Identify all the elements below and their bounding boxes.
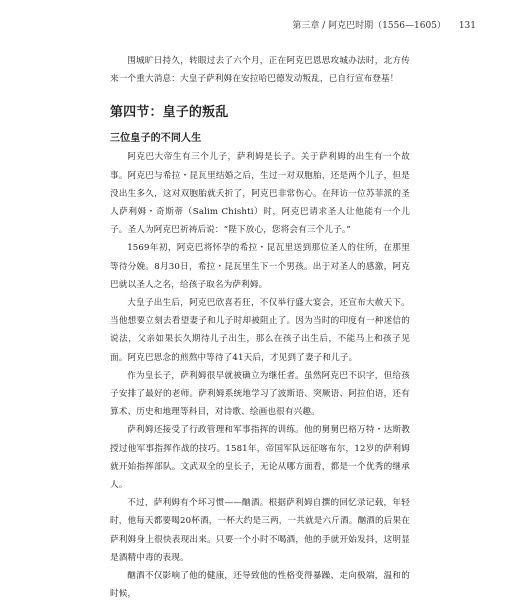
paragraph: 酗酒不仅影响了他的健康，还导致他的性格变得暴躁、走向极端，温和的时候，	[110, 571, 410, 600]
chapter-title: 第三章 / 阿克巴时期（1556—1605）	[292, 21, 446, 31]
paragraph: 萨利姆还接受了行政管理和军事指挥的训练。他的舅舅巴格万特・达斯教授过他军事指挥作战的技巧。1581年，帝国军队远征喀布尔，12岁的萨利姆就开始指挥部队。文武双全的皇长子，无论从哪方面看，都是一个优秀的继承人。	[110, 425, 410, 491]
paragraph: 1569年初，阿克巴将怀孕的希拉・昆瓦里送到那位圣人的住所，在那里等待分娩。8月30日，希拉・昆瓦里生下一个男孩。出于对圣人的感激，阿克巴就以圣人之名，给孩子取名为萨利姆。	[110, 243, 410, 290]
intro-paragraph: 围城旷日持久，转眼过去了六个月，正在阿克巴恩思攻城办法时，北方传来一个重大消息：大皇子萨利姆在安拉哈巴德发动叛乱，已自行宣布登基！	[110, 56, 410, 85]
page-number: 131	[458, 21, 476, 31]
paragraph: 不过，萨利姆有个坏习惯——酗酒。根据萨利姆自撰的回忆录记载，年轻时，他每天都要喝20杯酒，一杯大约是三两，一共就是六斤酒。酗酒的后果在萨利姆身上很快表现出来。只要一个小时不喝酒，他的手就开始发抖，这明显是酒精中毒的表现。	[110, 498, 410, 563]
paragraph: 阿克巴大帝生有三个儿子，萨利姆是长子。关于萨利姆的出生有一个故事。阿克巴与希拉・昆瓦里结婚之后，生过一对双胞胎，还是两个儿子，但是没出生多久，这对双胞胎就夭折了，阿克巴非常伤心。在拜访一位苏菲派的圣人萨利姆・奇斯蒂（Salim Chishti）时，阿克巴请求圣人让他能有一个儿子。圣人为阿克巴祈祷后说：“陛下放心，您将会有三个儿子。”	[110, 152, 410, 236]
subsection-heading: 三位皇子的不同人生	[110, 133, 202, 145]
paragraph: 作为皇长子，萨利姆很早就被确立为继任者。虽然阿克巴不识字，但给孩子安排了最好的老师。萨利姆系统地学习了波斯语、突厥语、阿拉伯语，还有算术、历史和地理等科目，对诗歌、绘画也很有兴趣。	[110, 370, 410, 418]
paragraph: 大皇子出生后，阿克巴欣喜若狂，不仅举行盛大宴会，还宣布大赦天下。当他想要立刻去看望妻子和儿子时却被阻止了。因为当时的印度有一种迷信的说法，父亲如果长久期待儿子出生，那么在孩子出生后，不能马上和孩子见面。阿克巴思念的煎熬中等待了41天后，才见到了妻子和儿子。	[110, 298, 410, 363]
section-heading: 第四节：皇子的叛乱	[110, 105, 229, 121]
running-header	[292, 18, 476, 31]
body-text	[110, 52, 410, 603]
